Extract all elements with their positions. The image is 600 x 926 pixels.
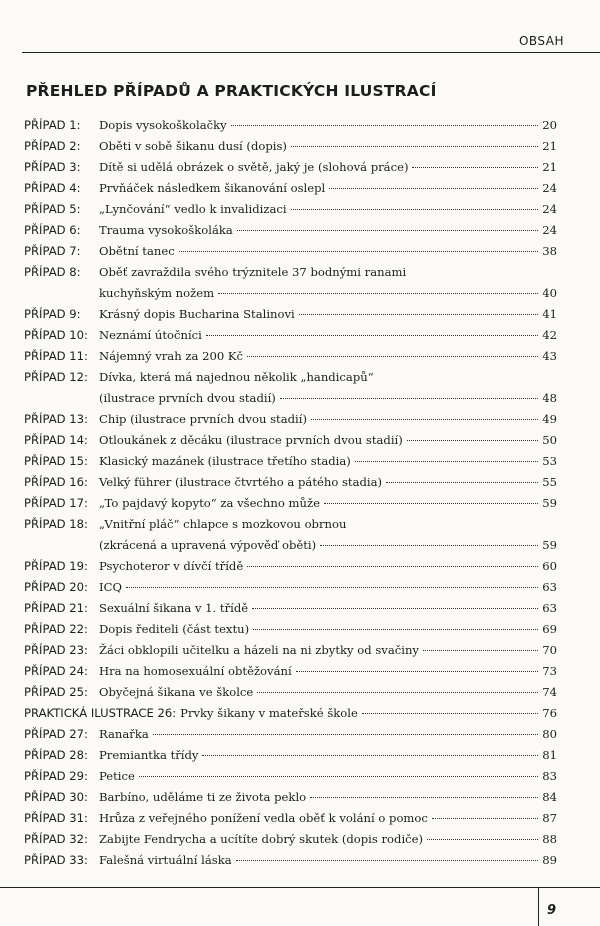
case-label: PŘÍPAD 4: [24, 181, 81, 195]
entry-title: Barbíno, uděláme ti ze života peklo [99, 790, 307, 804]
entry-title: Dopis řediteli (část textu) [99, 622, 250, 636]
case-label: PŘÍPAD 21: [24, 601, 88, 615]
case-label: PŘÍPAD 2: [24, 139, 81, 153]
entry-title: Neznámí útočníci [99, 328, 202, 342]
toc-entry [24, 139, 557, 160]
page-ref: 48 [542, 391, 557, 405]
case-label: PŘÍPAD 6: [24, 223, 81, 237]
toc-entry [24, 223, 557, 244]
toc-entry [24, 706, 557, 727]
entry-title: Dopis vysokoškolačky [99, 118, 227, 132]
case-label: PŘÍPAD 1: [24, 118, 81, 132]
entry-title: Petice [99, 769, 135, 783]
entry-title: Sexuální šikana v 1. třídě [99, 601, 249, 615]
section-header: OBSAH [518, 34, 564, 48]
case-label: PŘÍPAD 33: [24, 853, 88, 867]
toc-entry-line [24, 202, 557, 223]
case-label: PŘÍPAD 29: [24, 769, 88, 783]
page-ref: 53 [542, 454, 557, 468]
page-ref: 70 [542, 643, 557, 657]
toc-entry [24, 328, 557, 349]
page-ref: 38 [542, 244, 557, 258]
case-label: PŘÍPAD 24: [24, 664, 88, 678]
header-rule [22, 52, 600, 53]
toc-entry-line [24, 265, 557, 286]
toc-entry [24, 349, 557, 370]
toc-entry [24, 202, 557, 223]
dot-leader [231, 125, 539, 126]
page-ref: 43 [542, 349, 557, 363]
toc-entry-continuation [24, 391, 557, 412]
entry-title: „Lynčování“ vedlo k invalidizaci [99, 202, 287, 216]
entry-title: Krásný dopis Bucharina Stalinovi [99, 307, 295, 321]
page-ref: 50 [542, 433, 557, 447]
case-label: PŘÍPAD 28: [24, 748, 88, 762]
page-ref: 74 [542, 685, 557, 699]
toc-entry [24, 475, 557, 496]
entry-title: Prvky šikany v mateřské škole [180, 706, 358, 720]
page-ref: 41 [542, 307, 557, 321]
toc-entry [24, 748, 557, 769]
toc-entry [24, 832, 557, 853]
dot-leader [310, 797, 538, 798]
page-title: PŘEHLED PŘÍPADŮ A PRAKTICKÝCH ILUSTRACÍ [26, 82, 437, 100]
entry-title: Oběti v sobě šikanu dusí (dopis) [99, 139, 287, 153]
toc-entry-line [24, 223, 557, 244]
dot-leader [329, 188, 538, 189]
dot-leader [407, 440, 538, 441]
case-label: PŘÍPAD 10: [24, 328, 88, 342]
toc-entry [24, 769, 557, 790]
case-label: PŘÍPAD 19: [24, 559, 88, 573]
dot-leader [355, 461, 538, 462]
case-label: PŘÍPAD 5: [24, 202, 81, 216]
dot-leader [206, 335, 538, 336]
page-ref: 73 [542, 664, 557, 678]
toc-entry [24, 664, 557, 685]
page-ref: 87 [542, 811, 557, 825]
page-ref: 89 [542, 853, 557, 867]
toc-entry [24, 601, 557, 622]
case-label: PŘÍPAD 13: [24, 412, 88, 426]
entry-title: Premiantka třídy [99, 748, 199, 762]
toc-entry-line [24, 160, 557, 181]
entry-title: Oběť zavraždila svého trýznitele 37 bodnými ranami [99, 265, 407, 279]
dot-leader [247, 356, 538, 357]
case-label: PŘÍPAD 16: [24, 475, 88, 489]
page-ref: 20 [542, 118, 557, 132]
entry-title: Psychoteror v dívčí třídě [99, 559, 244, 573]
case-label: PŘÍPAD 27: [24, 727, 88, 741]
case-label: PŘÍPAD 18: [24, 517, 88, 531]
case-label: PŘÍPAD 30: [24, 790, 88, 804]
toc-entry-line [24, 685, 557, 706]
dot-leader [139, 776, 538, 777]
entry-title: Trauma vysokoškoláka [99, 223, 233, 237]
entry-title: Prvňáček následkem šikanování oslepl [99, 181, 326, 195]
case-label: PŘÍPAD 14: [24, 433, 88, 447]
page-ref: 81 [542, 748, 557, 762]
entry-title: Zabijte Fendrycha a ucítíte dobrý skutek (dopis rodiče) [99, 832, 424, 846]
dot-leader [257, 692, 538, 693]
entry-title: ICQ [99, 580, 122, 594]
case-label: PŘÍPAD 23: [24, 643, 88, 657]
toc-entry [24, 685, 557, 706]
entry-title: Hrůza z veřejného ponížení vedla oběť k volání o pomoc [99, 811, 428, 825]
entry-title: Nájemný vrah za 200 Kč [99, 349, 244, 363]
toc-entry-line [24, 622, 557, 643]
page-ref: 49 [542, 412, 557, 426]
case-label: PŘÍPAD 32: [24, 832, 88, 846]
toc-entry-line [24, 475, 557, 496]
dot-leader [412, 167, 538, 168]
dot-leader [299, 314, 538, 315]
toc-entry-line [24, 433, 557, 454]
dot-leader [179, 251, 539, 252]
dot-leader [296, 671, 539, 672]
toc-entry [24, 727, 557, 748]
toc-entry-line [24, 181, 557, 202]
toc-entry [24, 307, 557, 328]
toc-entry-line [24, 496, 557, 517]
toc-entry-line [24, 139, 557, 160]
case-label: PŘÍPAD 25: [24, 685, 88, 699]
toc-entry-line [24, 832, 557, 853]
toc-entry [24, 181, 557, 202]
toc-entry [24, 580, 557, 601]
toc-entry-line [24, 769, 557, 790]
toc-entry-line [24, 853, 557, 874]
toc-entry-line [24, 601, 557, 622]
toc-entry [24, 559, 557, 580]
case-label: PŘÍPAD 15: [24, 454, 88, 468]
case-label: PŘÍPAD 31: [24, 811, 88, 825]
dot-leader [427, 839, 538, 840]
dot-leader [423, 650, 538, 651]
toc-entry [24, 643, 557, 664]
page-ref: 21 [542, 160, 557, 174]
toc-entry-line [24, 790, 557, 811]
entry-title: Dívka, která má najednou několik „handicapů“ [99, 370, 374, 384]
page-ref: 63 [542, 580, 557, 594]
toc-entry [24, 496, 557, 517]
dot-leader [291, 209, 539, 210]
toc-entry [24, 244, 557, 265]
entry-title: Žáci obklopili učitelku a házeli na ni zbytky od svačiny [99, 643, 419, 657]
entry-title: „To pajdavý kopyto“ za všechno může [99, 496, 320, 510]
page-ref: 84 [542, 790, 557, 804]
toc-entry [24, 118, 557, 139]
entry-title: Falešná virtuální láska [99, 853, 232, 867]
entry-title: Hra na homosexuální obtěžování [99, 664, 292, 678]
page-ref: 24 [542, 181, 557, 195]
page-ref: 21 [542, 139, 557, 153]
page-ref: 88 [542, 832, 557, 846]
entry-title: Obětní tanec [99, 244, 175, 258]
toc-entry [24, 622, 557, 643]
toc-entry [24, 790, 557, 811]
page-ref: 80 [542, 727, 557, 741]
case-label: PŘÍPAD 17: [24, 496, 88, 510]
toc-entry [24, 454, 557, 475]
toc-entry-line [24, 517, 557, 538]
toc-entry-line [24, 328, 557, 349]
toc-entry-line [24, 349, 557, 370]
toc-entry [24, 412, 557, 433]
case-label: PŘÍPAD 12: [24, 370, 88, 384]
page-ref: 24 [542, 202, 557, 216]
dot-leader [280, 398, 538, 399]
entry-title: (zkrácená a upravená výpověď oběti) [99, 538, 317, 552]
toc-entry [24, 811, 557, 832]
case-label: PŘÍPAD 20: [24, 580, 88, 594]
dot-leader [291, 146, 538, 147]
toc-entry-line [24, 118, 557, 139]
toc-entry-continuation [24, 286, 557, 307]
page-ref: 24 [542, 223, 557, 237]
toc-entry-line [24, 307, 557, 328]
dot-leader [252, 608, 538, 609]
toc-entry-line [24, 727, 557, 748]
page-ref: 59 [542, 538, 557, 552]
dot-leader [153, 734, 538, 735]
toc-entry [24, 160, 557, 181]
toc-entry [24, 517, 557, 559]
page-ref: 63 [542, 601, 557, 615]
toc-entry-line [24, 811, 557, 832]
page-number: 9 [547, 903, 557, 918]
toc-entry-continuation [24, 538, 557, 559]
entry-title: „Vnitřní pláč“ chlapce s mozkovou obrnou [99, 517, 347, 531]
entry-title: Dítě si udělá obrázek o světě, jaký je (slohová práce) [99, 160, 409, 174]
dot-leader [202, 755, 538, 756]
case-label: PŘÍPAD 22: [24, 622, 88, 636]
toc-entry-line [24, 643, 557, 664]
entry-title: Velký führer (ilustrace čtvrtého a pátého stadia) [99, 475, 383, 489]
footer-rule [0, 887, 600, 888]
entry-title: kuchyňským nožem [99, 286, 215, 300]
toc-entry [24, 265, 557, 307]
toc-entry-line [24, 454, 557, 475]
case-label: PŘÍPAD 11: [24, 349, 88, 363]
dot-leader [236, 860, 539, 861]
dot-leader [126, 587, 538, 588]
toc-entry [24, 433, 557, 454]
case-label: PŘÍPAD 8: [24, 265, 81, 279]
entry-title: Ranařka [99, 727, 149, 741]
dot-leader [324, 503, 538, 504]
toc-entry [24, 370, 557, 412]
toc-entry-line [24, 412, 557, 433]
dot-leader [247, 566, 538, 567]
case-label: PŘÍPAD 9: [24, 307, 81, 321]
page-ref: 76 [542, 706, 557, 720]
entry-title: Chip (ilustrace prvních dvou stadií) [99, 412, 307, 426]
entry-title: Otloukánek z děcáku (ilustrace prvních dvou stadií) [99, 433, 403, 447]
dot-leader [253, 629, 538, 630]
case-label: PRAKTICKÁ ILUSTRACE 26: [24, 706, 177, 720]
toc-entry-line [24, 664, 557, 685]
page-ref: 40 [542, 286, 557, 300]
case-label: PŘÍPAD 3: [24, 160, 81, 174]
dot-leader [320, 545, 538, 546]
case-label: PŘÍPAD 7: [24, 244, 81, 258]
page-ref: 60 [542, 559, 557, 573]
dot-leader [311, 419, 538, 420]
dot-leader [218, 293, 538, 294]
entry-title: Klasický mazánek (ilustrace třetího stadia) [99, 454, 351, 468]
page-ref: 69 [542, 622, 557, 636]
dot-leader [386, 482, 538, 483]
toc-entry [24, 853, 557, 874]
footer-divider [538, 887, 539, 926]
toc-entry-line [24, 706, 557, 727]
toc-entry-line [24, 370, 557, 391]
dot-leader [362, 713, 538, 714]
table-of-contents [24, 118, 557, 874]
page-ref: 59 [542, 496, 557, 510]
toc-entry-line [24, 244, 557, 265]
toc-entry-line [24, 580, 557, 601]
dot-leader [237, 230, 538, 231]
entry-title: (ilustrace prvních dvou stadií) [99, 391, 276, 405]
entry-title: Obyčejná šikana ve školce [99, 685, 254, 699]
dot-leader [432, 818, 538, 819]
page-ref: 42 [542, 328, 557, 342]
toc-entry-line [24, 559, 557, 580]
page-ref: 83 [542, 769, 557, 783]
page-ref: 55 [542, 475, 557, 489]
toc-entry-line [24, 748, 557, 769]
